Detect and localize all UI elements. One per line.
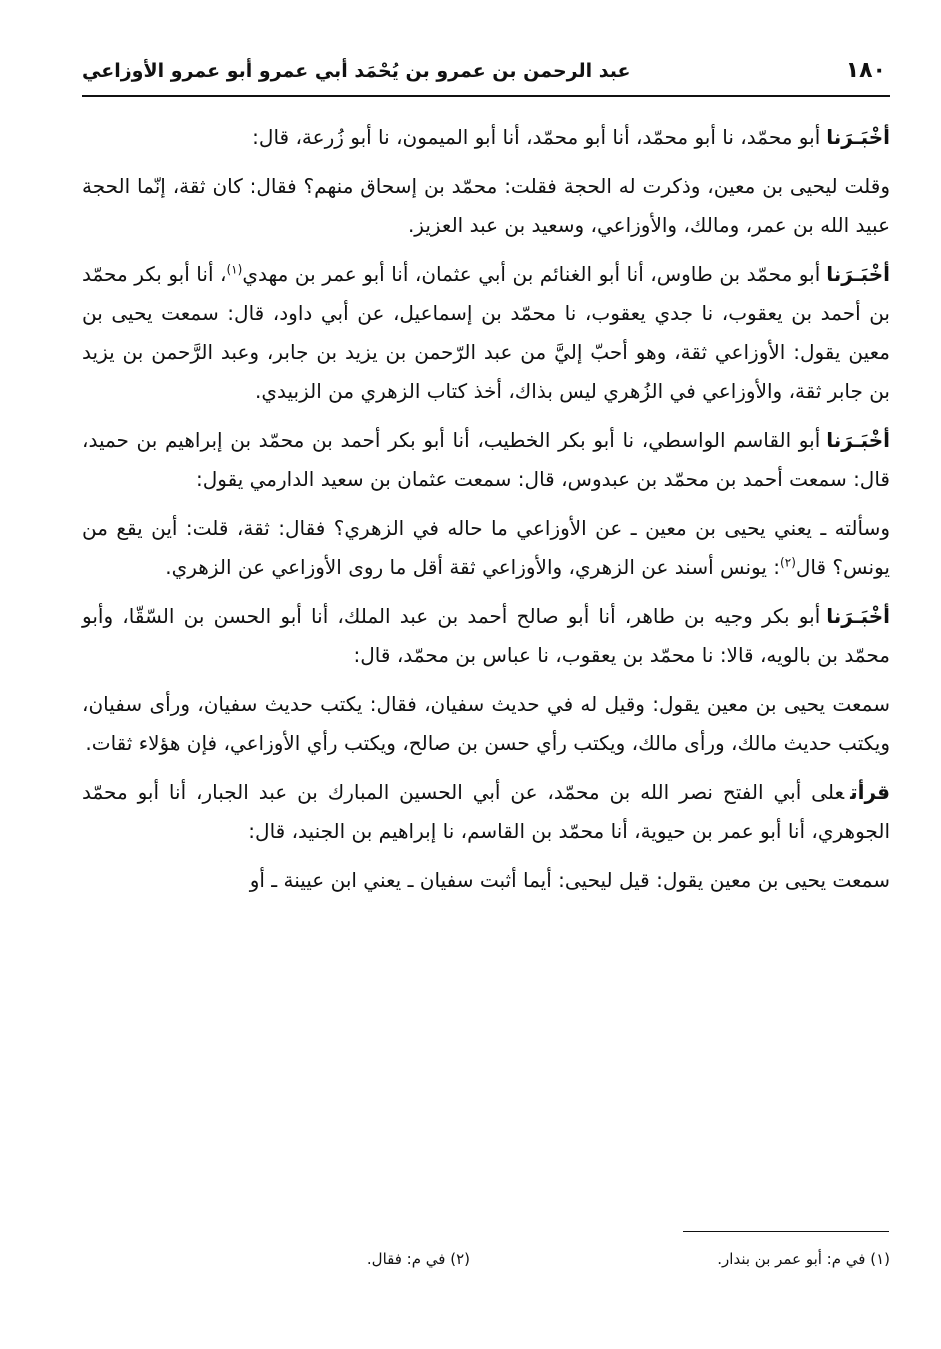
paragraph-keyword: أخْبَـرَنا [826,125,890,149]
footnote-2: (٢) في م: فقال. [366,1250,470,1268]
footnotes [82,1250,890,1274]
footnote-ref-2[interactable]: (٢) [780,555,796,570]
paragraph-keyword: أخْبَـرَنا [826,604,890,628]
running-title: عبد الرحمن بن عمرو بن يُحْمَد أبي عمرو أبو عمرو الأوزاعي [82,60,631,82]
page-number: ١٨٠ [845,58,886,83]
paragraph-text: سمعت يحيى بن معين يقول: وقيل له في حديث سفيان، فقال: يكتب حديث سفيان، ورأى سفيان، ويكتب حديث مالك، ورأى مالك، ويكتب رأي حسن بن صالح، ويكتب رأي الأوزاعي، فإن هؤلاء ثقات. [82,692,890,755]
paragraph [82,509,890,587]
paragraph-text: وقلت ليحيى بن معين، وذكرت له الحجة فقلت: محمّد بن إسحاق منهم؟ فقال: كان ثقة، إنّما الحجة عبيد الله بن عمر، ومالك، والأوزاعي، وسعيد بن عبد العزيز. [82,174,890,237]
paragraph-text-continued: : يونس أسند عن الزهري، والأوزاعي ثقة أقل ما روى الأوزاعي عن الزهري. [165,555,781,579]
footnote-1: (١) في م: أبو عمر بن بندار. [717,1250,890,1268]
page-header [82,52,890,96]
paragraph-text: أبو محمّد، نا أبو محمّد، أنا أبو محمّد، أنا أبو الميمون، نا أبو زُرعة، قال: [252,125,821,149]
paragraph [82,421,890,499]
paragraph [82,597,890,675]
paragraph-text: سمعت يحيى بن معين يقول: قيل ليحيى: أيما أثبت سفيان ـ يعني ابن عيينة ـ أو [249,868,890,892]
paragraph [82,167,890,245]
paragraph [82,685,890,763]
paragraph-text: أبو بكر وجيه بن طاهر، أنا أبو صالح أحمد بن عبد الملك، أنا أبو الحسن بن السّقّا، وأبو محمّد بن بالويه، قالا: نا محمّد بن يعقوب، نا عباس بن محمّد، قال: [82,604,890,667]
paragraph-text: أبو القاسم الواسطي، نا أبو بكر الخطيب، أنا أبو بكر أحمد بن محمّد بن إبراهيم بن حميد، قال: سمعت أحمد بن محمّد بن عبدوس، قال: سمعت عثمان بن سعيد الدارمي يقول: [82,428,890,491]
paragraph [82,255,890,411]
footnote-ref-1[interactable]: (١) [226,262,243,277]
paragraph-text: على أبي الفتح نصر الله بن محمّد، عن أبي الحسين المبارك بن عبد الجبار، أنا أبو محمّد الجوهري، أنا أبو عمر بن حيوية، أنا محمّد بن القاسم، نا إبراهيم بن الجنيد، قال: [82,780,890,843]
paragraph-keyword: أخْبَـرَنا [826,262,890,286]
paragraph [82,861,890,900]
paragraph [82,118,890,157]
paragraph-keyword: أخْبَـرَنا [826,428,890,452]
footnote-rule [683,1231,889,1232]
paragraph-text: وسألته ـ يعني يحيى بن معين ـ عن الأوزاعي ما حاله في الزهري؟ فقال: ثقة، قلت: أين يقع من يونس؟ قال [82,516,890,579]
body-text [82,118,890,910]
paragraph-keyword: قرأت [850,780,890,804]
paragraph-text-continued: ، أنا أبو بكر محمّد بن أحمد بن يعقوب، نا جدي يعقوب، نا محمّد بن إسماعيل، عن أبي داود، قال: سمعت يحيى بن معين يقول: الأوزاعي ثقة، وهو أحبّ إليَّ من عبد الرّحمن بن يزيد بن جابر، وعبد الرَّحمن بن يزيد بن جابر ثقة، والأوزاعي في الزُهري ليس بذاك، أخذ كتاب الزهري من الزبيدي. [82,262,890,403]
paragraph-text: أبو محمّد بن طاوس، أنا أبو الغنائم بن أبي عثمان، أنا أبو عمر بن مهدي [242,262,821,286]
header-rule [82,95,890,97]
paragraph [82,773,890,851]
